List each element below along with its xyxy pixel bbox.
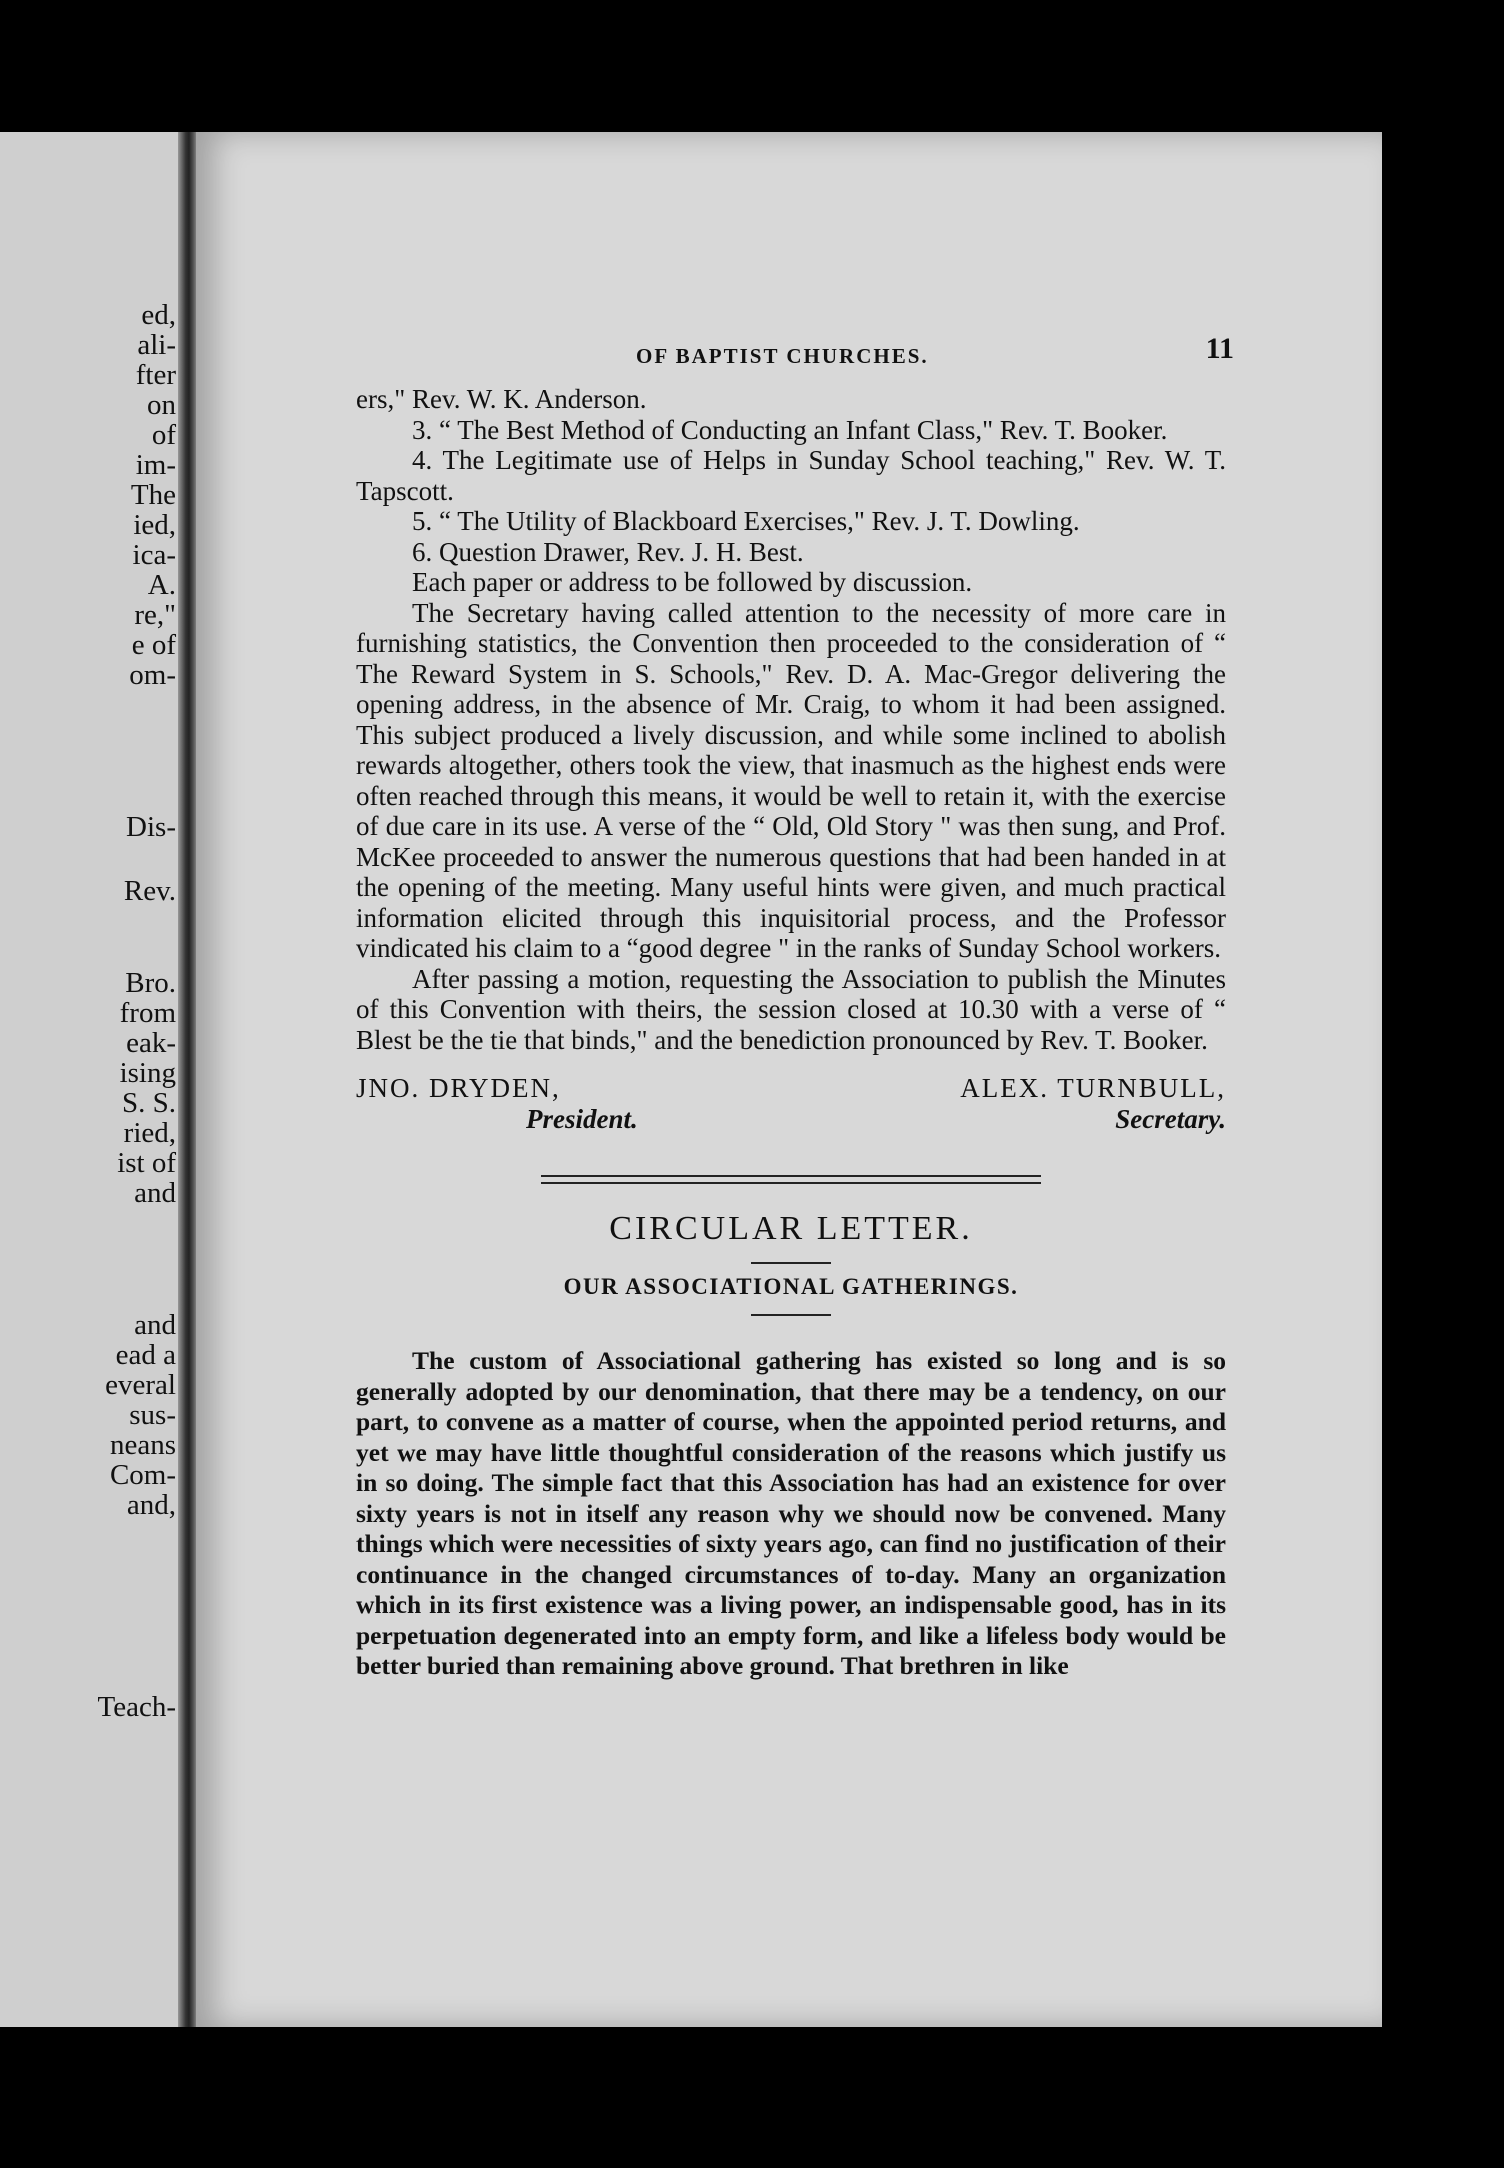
president-name: JNO. DRYDEN, (356, 1073, 561, 1103)
circular-letter-subtitle: OUR ASSOCIATIONAL GATHERINGS. (563, 1274, 1019, 1299)
page-number: 11 (1205, 332, 1234, 365)
left-page-fragment: everal (105, 1369, 176, 1401)
closing-paragraph: After passing a motion, requesting the Association to publish the Minutes of this Convention with theirs, the session closed at 10.30 with a verse of “ Blest be the tie that binds," and the benediction pronounced by Rev. T. Booker. (356, 963, 1226, 1055)
left-page-fragment: re," (134, 599, 176, 631)
secretary-name: ALEX. TURNBULL, (960, 1073, 1226, 1103)
secretary-paragraph: The Secretary having called attention to the necessity of more care in furnishing statistics, the Convention then proceeded to the consideration of “ The Reward System in S. Schools," Rev. D. A. Mac-Gregor delivering the opening address, in the absence of Mr. Craig, to whom it had been assigned. This subject produced a lively discussion, and while some inclined to abolish rewards altogether, others took the view, that inasmuch as the highest ends were often reached through this means, it would be well to retain it, with the exercise of due care in its use. A verse of the “ Old, Old Story " was then sung, and Prof. McKee proceeded to answer the numerous questions that had been handed in at the opening of the meeting. Many useful hints were given, and much practical information elicited through this inquisitorial process, and the Professor vindicated his claim to a “good degree " in the ranks of Sunday School workers. (356, 597, 1226, 963)
left-page-fragment: Com- (109, 1459, 176, 1491)
left-page-fragment: and (134, 1309, 176, 1341)
discussion-note: Each paper or address to be followed by discussion. (412, 567, 973, 597)
left-page-fragment: Dis- (126, 811, 176, 843)
left-page-fragment: im- (135, 449, 176, 481)
section-divider (541, 1175, 1041, 1184)
program-item-continuation: ers," Rev. W. K. Anderson. (356, 384, 647, 414)
subtitle-rule (751, 1314, 831, 1316)
program-item-6: 6. Question Drawer, Rev. J. H. Best. (412, 536, 804, 567)
left-page-fragment: ist of (117, 1147, 176, 1179)
title-rule (751, 1262, 831, 1264)
page-content (356, 332, 1234, 1707)
left-page-fragment: The (130, 479, 176, 511)
left-page-fragment: neans (109, 1429, 176, 1461)
left-page-fragment: from (119, 997, 176, 1029)
left-page-fragment: ica- (132, 539, 176, 571)
left-page-fragment: ead a (115, 1339, 176, 1371)
program-item-4: 4. The Legitimate use of Helps in Sunday School teaching," Rev. W. T. Tapscott. (356, 445, 1226, 506)
left-page-fragment: and (134, 1177, 176, 1209)
left-page-fragment: ed, (141, 299, 176, 331)
left-page-edge (0, 132, 186, 2027)
left-page-fragment: ali- (137, 329, 176, 361)
program-item-5: 5. “ The Utility of Blackboard Exercises," Rev. J. T. Dowling. (412, 506, 1080, 536)
president-title: President. (526, 1104, 638, 1134)
president-signature (356, 1073, 638, 1135)
left-page-fragment: S. S. (121, 1087, 176, 1119)
secretary-title: Secretary. (1115, 1104, 1226, 1134)
left-page-fragment: fter (135, 359, 176, 391)
left-page-fragment: sus- (129, 1399, 176, 1431)
left-page-fragment: Teach- (97, 1691, 176, 1723)
left-page-fragment: ising (119, 1057, 176, 1089)
running-head (356, 332, 1234, 378)
left-page-fragment: ied, (133, 509, 176, 541)
running-head-title: OF BAPTIST CHURCHES. (636, 344, 929, 368)
circular-letter-title: CIRCULAR LETTER. (609, 1210, 973, 1247)
circular-letter-body: The custom of Associational gathering has existed so long and is so generally adopted by our denomination, that there may be a tendency, on our part, to convene as a matter of course, when the appointed period returns, and yet we may have little thoughtful consideration of the reasons which justify us in so doing. The simple fact that this Association has had an existence for over sixty years is not in itself any reason why we should now be convened. Many things which were necessities of sixty years ago, can find no justification of their continuance in the changed circumstances of to-day. Many an organization which in its first existence was a living power, an indispensable good, has in its perpetuation degenerated into an empty form, and like a lifeless body would be better buried than remaining above ground. That brethren in like (356, 1346, 1226, 1680)
left-page-fragment: eak- (126, 1027, 176, 1059)
left-page-fragment: and, (126, 1489, 176, 1521)
left-page-fragment: on (147, 389, 176, 421)
page-11 (196, 132, 1382, 2027)
program-item-3: 3. “ The Best Method of Conducting an Infant Class," Rev. T. Booker. (412, 414, 1168, 445)
signature-block (356, 1073, 1226, 1139)
left-page-fragment: Rev. (123, 875, 176, 907)
left-page-fragment: e of (131, 629, 176, 661)
left-page-fragment: ried, (123, 1117, 176, 1149)
left-page-fragment: A. (147, 569, 176, 601)
left-page-fragment: Bro. (125, 967, 176, 999)
left-page-fragment: om- (129, 659, 176, 691)
left-page-fragment: of (151, 419, 176, 451)
secretary-signature (960, 1073, 1226, 1135)
